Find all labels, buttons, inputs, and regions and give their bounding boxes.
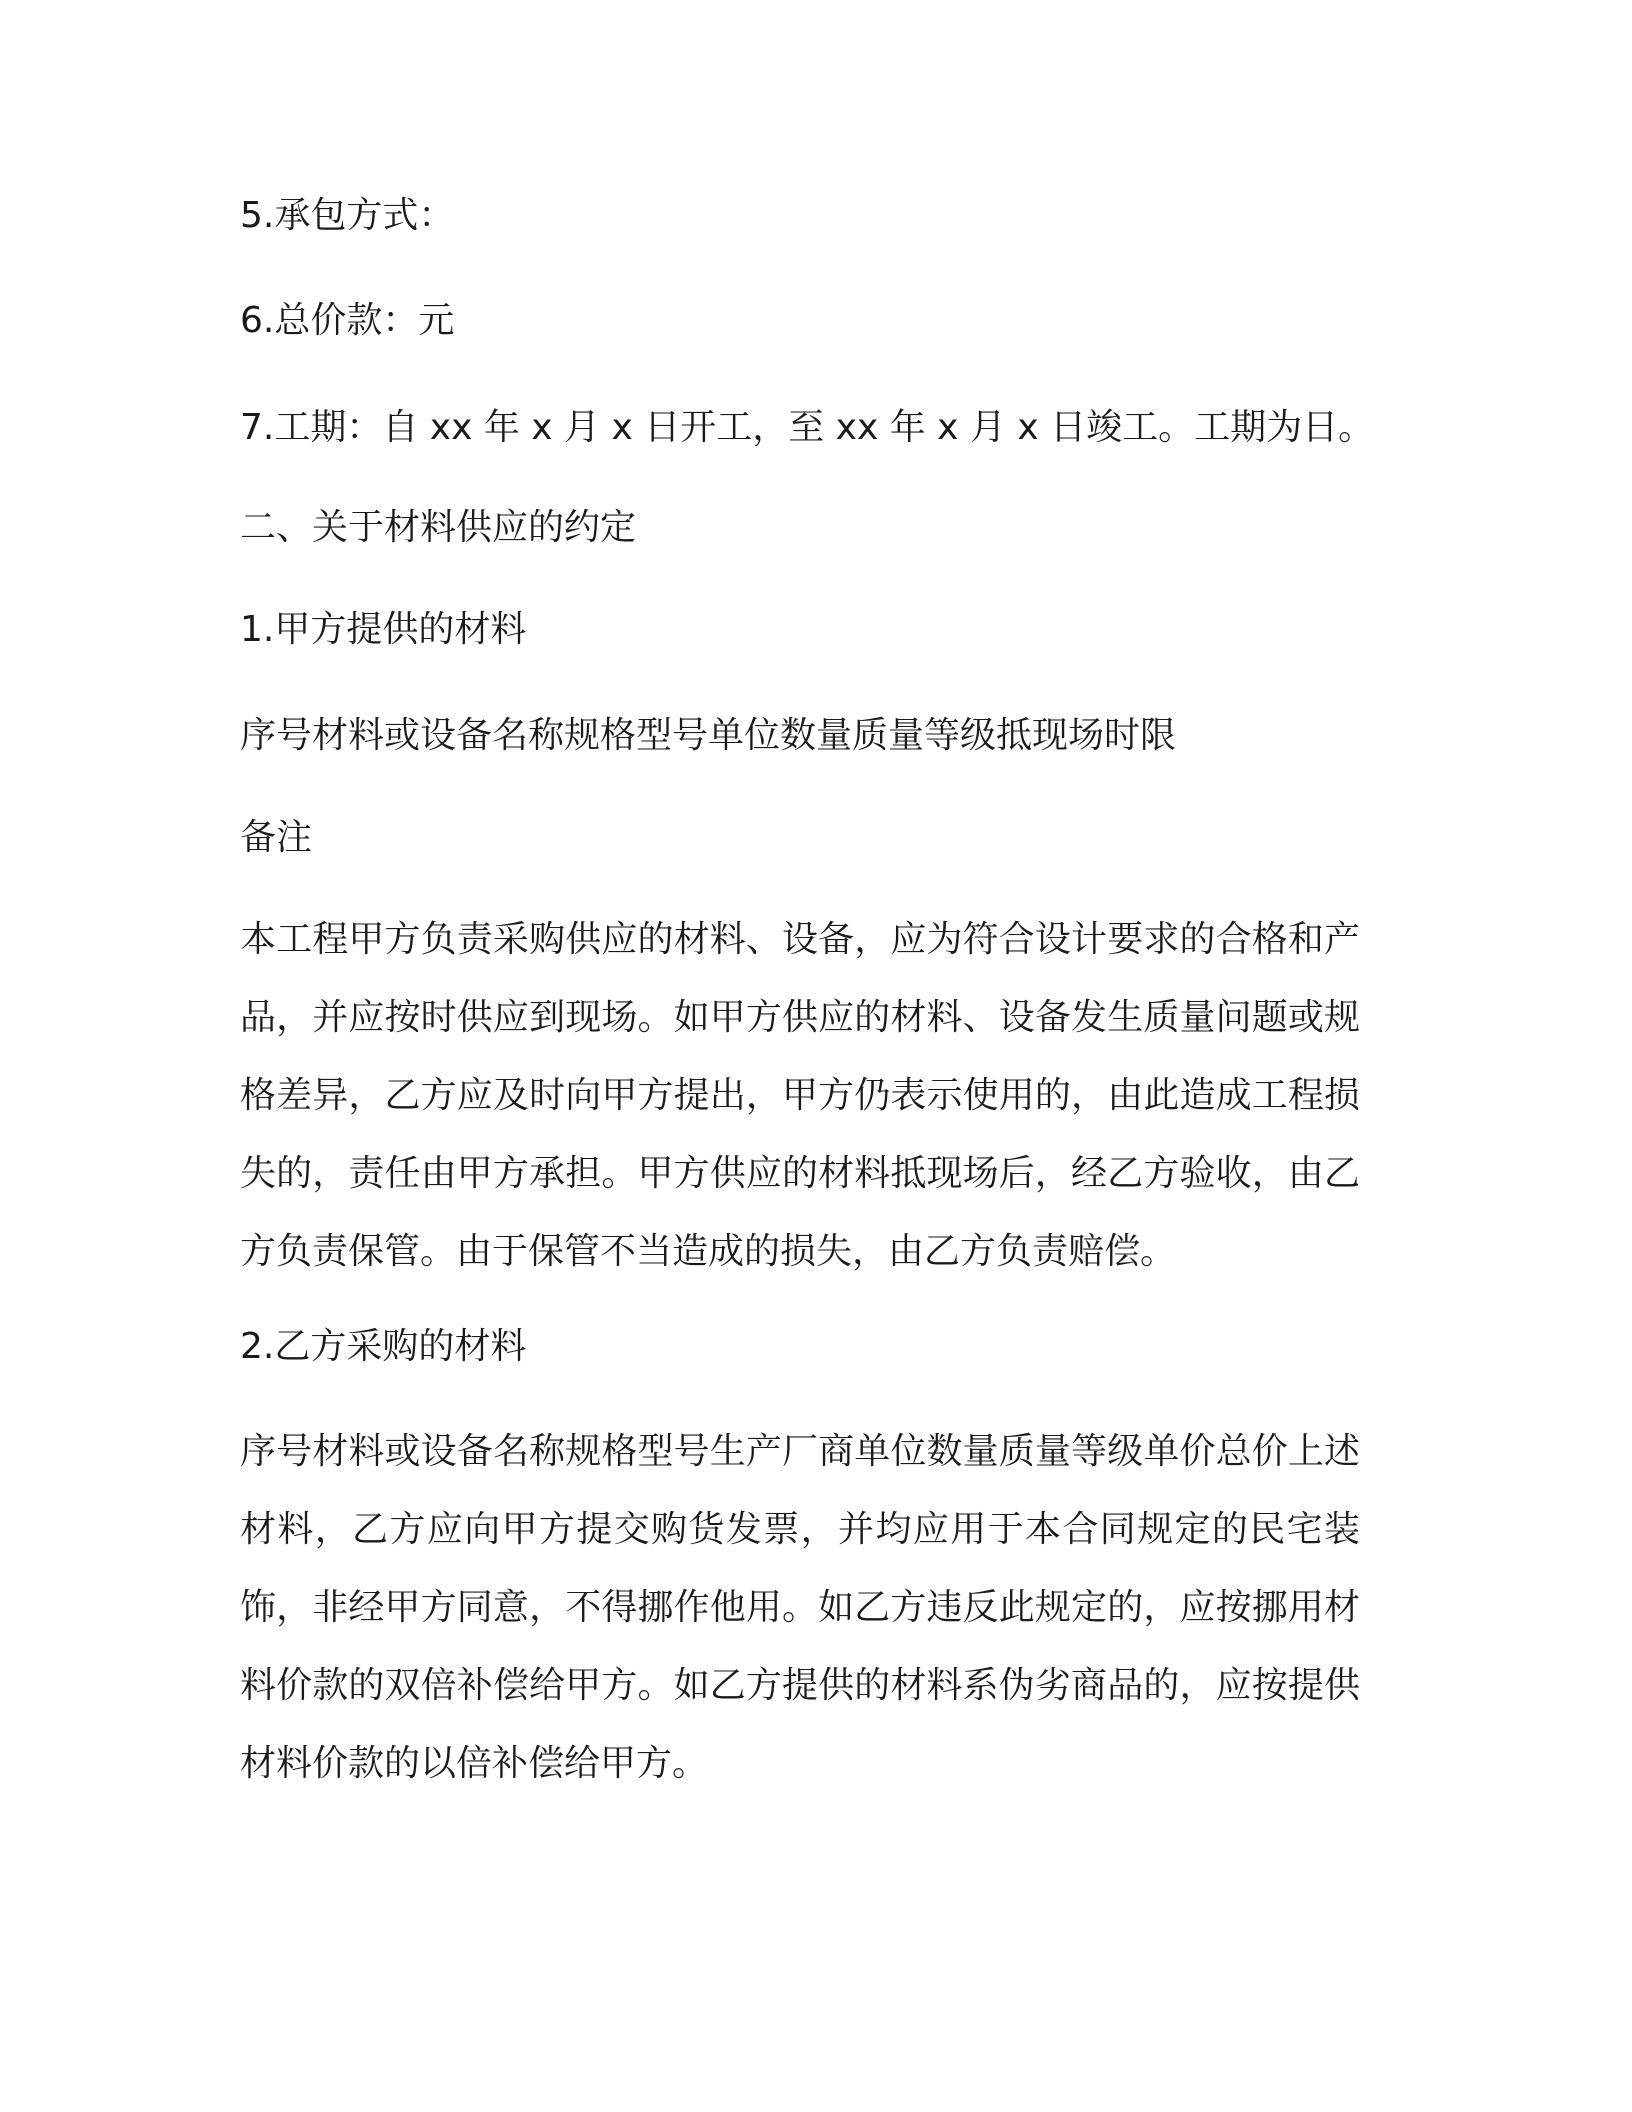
item-construction-period: 7.工期：自 xx 年 x 月 x 日开工，至 xx 年 x 月 x 日竣工。工期为日。	[240, 407, 1375, 448]
paragraph-party-a-supply: 本工程甲方负责采购供应的材料、设备，应为符合设计要求的合格和产品，并应按时供应到现场。如甲方供应的材料、设备发生质量问题或规格差异，乙方应及时向甲方提出，甲方仍表示使用的，由此造成工程损失的，责任由甲方承担。甲方供应的材料抵现场后，经乙方验收，由乙方负责保管。由于保管不当造成的损失，由乙方负责赔偿。	[240, 919, 1360, 1272]
section-heading-materials: 二、关于材料供应的约定	[240, 507, 637, 548]
subheading-party-b-materials: 2.乙方采购的材料	[240, 1326, 527, 1367]
item-total-price: 6.总价款：元	[240, 300, 455, 341]
remarks-label: 备注	[240, 817, 313, 858]
table-header-party-a: 序号材料或设备名称规格型号单位数量质量等级抵现场时限	[240, 715, 1177, 756]
subheading-party-a-materials: 1.甲方提供的材料	[240, 609, 527, 650]
item-contract-method: 5.承包方式：	[240, 195, 455, 236]
paragraph-party-b-purchase: 序号材料或设备名称规格型号生产厂商单位数量质量等级单价总价上述材料，乙方应向甲方提交购货发票，并均应用于本合同规定的民宅装饰，非经甲方同意，不得挪作他用。如乙方违反此规定的，应按挪用材料价款的双倍补偿给甲方。如乙方提供的材料系伪劣商品的，应按提供材料价款的以倍补偿给甲方。	[240, 1431, 1360, 1784]
document-page	[240, 190, 1375, 1831]
